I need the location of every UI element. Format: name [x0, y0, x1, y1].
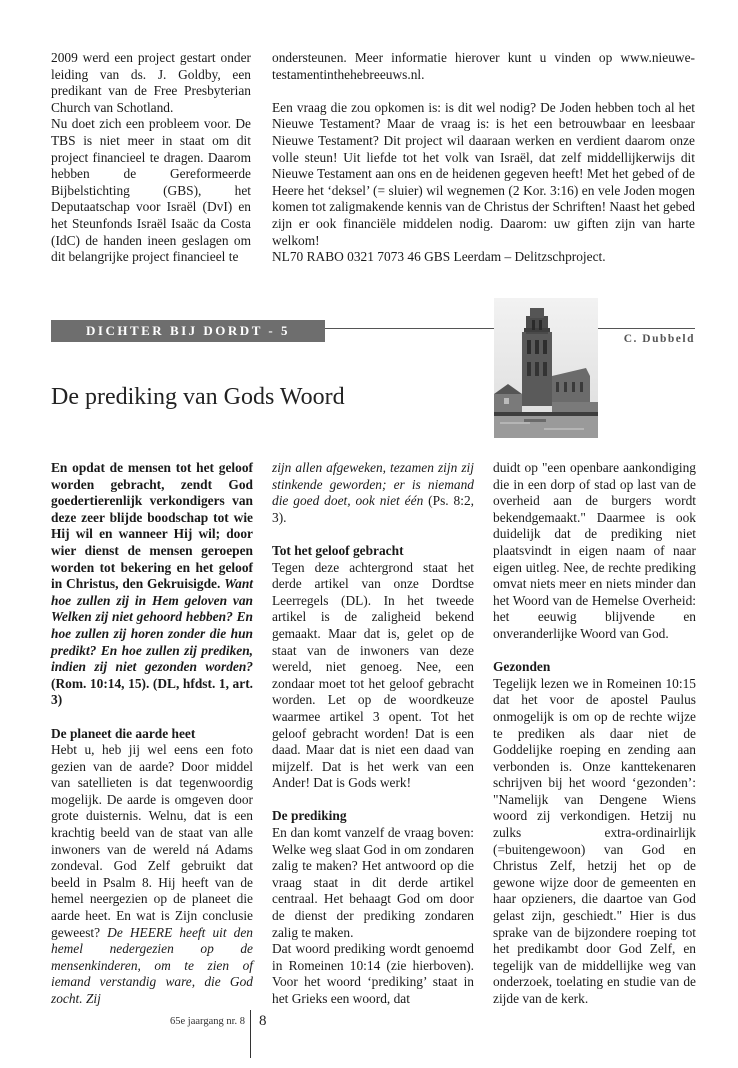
column-3-paragraph-1: duidt op "een openbare aankondiging die in een dorp of stad op last van de overheid aan de burgers wordt bekendgemaakt." Daarmee is ook duidelijk dat de prediking niet plaatsvindt in eigen naam of naar eigen uitleg. Nee, de rechte prediking omvat niets meer en niets minder dan het Woord van de Hemelse Overheid: het eeuwig blijvende en onveranderlijke Woord van God. — [493, 460, 696, 641]
section-heading-gezonden: Gezonden — [493, 659, 551, 675]
article-column-3 — [493, 460, 696, 1008]
article-title: De prediking van Gods Woord — [51, 384, 345, 410]
column-3-paragraph-2: Tegelijk lezen we in Romeinen 10:15 dat het voor de apostel Paulus onmogelijk is om op de rechte wijze te prediken als daar niet de Goddelijke roeping en zending aan verbonden is. Onze kanttekenaren schrijven bij het woord ‘gezonden’: "Namelijk van Dengene Wiens woord zij verkondigen. Hetzij nu zulks extra-ordinairlijk (=buitengewoon) van God en Christus Zelf, hetzij het op de gewone wijze door de gemeenten en haar opzieners, die daartoe van God gelast zijn, geschiedt." Hier is dus sprake van de bijzondere roeping tot het predikambt door God Zelf, en tegelijk van de middellijke weg van onderzoek, toelating en studie van de zijde van de kerk. — [493, 675, 696, 1006]
top-right-column — [272, 50, 695, 266]
top-left-paragraph-2: Nu doet zich een probleem voor. De TBS is niet meer in staat om dit project financieel te dragen. Daarom hebben de Gereformeerde Bijbelstichting (GBS), het Deputaatschap voor Israël (DvI) en het Steunfonds Israël Isaäc da Costa (IdC) de handen ineen geslagen om dit belangrijke project financieel te — [51, 116, 251, 265]
section-heading-prediking: De prediking — [272, 808, 347, 824]
top-left-column — [51, 50, 251, 266]
section-banner-label: DICHTER BIJ DORDT - 5 — [86, 323, 290, 338]
quote-reference: (Rom. 10:14, 15). (DL, hfdst. 1, art. 3) — [51, 675, 253, 708]
author-name: C. Dubbeld — [623, 333, 695, 345]
page-number: 8 — [259, 1013, 267, 1029]
column-2-paragraph-3: Dat woord prediking wordt genoemd in Romeinen 10:14 (zie hierboven). Voor het woord ‘prediking’ staat in het Grieks een woord, dat — [272, 941, 474, 1006]
church-photo — [494, 298, 598, 438]
article-column-2 — [272, 460, 474, 1008]
top-right-paragraph-2: Een vraag die zou opkomen is: is dit wel nodig? De Joden hebben toch al het Nieuwe Testament? Maar de vraag is: is het een betrouwbaar en leesbaar Nieuwe Testament? Dit project wil daaraan werken en verdient daarom onze volle steun! Uit liefde tot het volk van Israël, dat zelf middellijkerwijs dit Nieuwe Testament aan ons en de heidenen gegeven heeft! Met het gebed of de Heere het ‘deksel’ (= sluier) wil wegnemen (2 Kor. 3:16) en vele Joden mogen komen tot zaligmakende kennis van de Christus der Schriften! Naast het gebed zijn er ook financiële middelen nodig. Daarom: uw giften zijn van harte welkom! — [272, 99, 695, 248]
church-tower-image — [494, 298, 598, 438]
section-heading-planeet: De planeet die aarde heet — [51, 725, 196, 741]
column-2-paragraph-2: En dan komt vanzelf de vraag boven: Welke weg slaat God in om zondaren zalig te maken? Het antwoord op die vraag staat in dit derde artikel centraal. Het behaagt God om door de dienst der prediking zondaren zalig te maken. — [272, 825, 474, 940]
psalm-continuation — [272, 460, 474, 526]
column-2-paragraph-1: Tegen deze achtergrond staat het derde artikel van onze Dordtse Leerregels (DL). In het tweede artikel is de zaligheid bekend gemaakt. Maar dat is, gelet op de staat van de inwoners van deze wereld, niet genoeg. Nee, een zondaar moet tot het geloof gebracht worden. Let op de woordkeuze waarmee artikel 3 opent. Tot het geloof gebracht worden! Dat is een daad. Maar dat is niet een daad van mijzelf. Dat is het werk van een Ander! Dat is Gods werk! — [272, 559, 474, 791]
column-1-text: Hebt u, heb jij wel eens een foto gezien van de aarde? Door middel van satellieten is dat tegenwoordig mogelijk. De aarde is omgeven door grote duisternis. Welnu, dat is een krachtig beeld van de staat van alle inwoners van de wereld ná Adams zondeval. God Zelf gebruikt dat beeld in Psalm 8. Hij heeft van de hemel neergezien op de planeet die aarde heet. En wat is Zijn conclusie geweest? — [51, 742, 253, 940]
quote-bold: En opdat de mensen tot het geloof worden gebracht, zendt God goedertierenlijk verkondigers van deze zeer blijde boodschap tot wie Hij wil en wanneer Hij wil; door wier dienst de mensen geroepen worden tot bekering en het geloof in Christus, den Gekruisigde. — [51, 460, 253, 592]
top-right-bank-account: NL70 RABO 0321 7073 46 GBS Leerdam – Delitzschproject. — [272, 249, 606, 265]
column-1-paragraph — [51, 742, 253, 1008]
article-column-1 — [51, 460, 253, 1008]
top-left-paragraph-1: 2009 werd een project gestart onder leiding van ds. J. Goldby, een predikant van de Free Presbyterian Church van Schotland. — [51, 50, 251, 115]
psalm-quote: De HEERE heeft uit den hemel nedergezien op de mensenkinderen, om te zien of iemand verstandig ware, die God zocht. Zij — [51, 924, 253, 1006]
section-heading-geloof: Tot het geloof gebracht — [272, 542, 404, 558]
footer-divider — [250, 1010, 251, 1058]
quote-italic: Want hoe zullen zij in Hem geloven van Welken zij niet gehoord hebben? En hoe zullen zij horen zonder die hun predikt? En hoe zullen zij prediken, indien zij niet gezonden worden? — [51, 576, 253, 675]
confession-quote — [51, 460, 253, 709]
journal-issue: 65e jaargang nr. 8 — [170, 1016, 246, 1027]
top-right-paragraph-1: ondersteunen. Meer informatie hierover kunt u vinden op www.nieuwe-testamentinthehebreeuws.nl. — [272, 50, 695, 82]
psalm-reference: (Ps. 8:2, 3). — [272, 493, 474, 525]
psalm-quote-continued: zijn allen afgeweken, tezamen zijn zij stinkende geworden; er is niemand die goed doet, ook niet één — [272, 460, 474, 509]
